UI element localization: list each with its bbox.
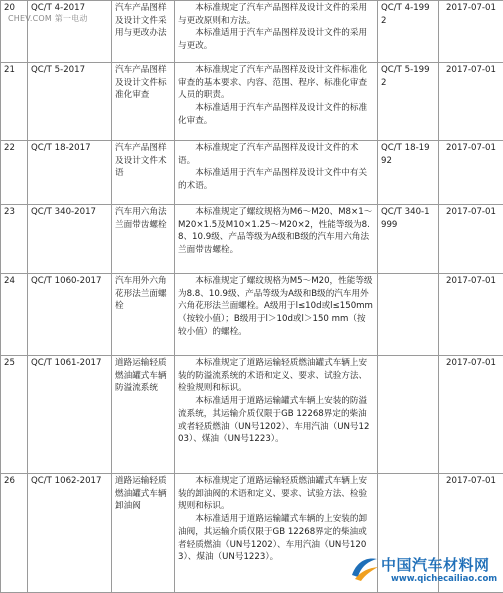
description-paragraph: 本标准规定了螺纹规格为M6～M20、M8×1～M20×1.5及M10×1.25～M20×2，性能等级为8.8、10.9级、产品等级为A级和B级的汽车用六角法兰面带齿螺栓。 [178, 206, 374, 257]
description-paragraph: 本标准适用于汽车产品图样及设计文件的标准化审查。 [178, 102, 374, 127]
effective-date: 2017-07-01 [439, 356, 503, 474]
effective-date: 2017-07-01 [439, 205, 503, 274]
table-row [1, 274, 503, 356]
standard-code: QC/T 1061-2017 [28, 356, 112, 474]
description-paragraph: 本标准适用于汽车产品图样及设计文件的采用与更改。 [178, 27, 374, 52]
replaced-standard: QC/T 18-1992 [378, 141, 439, 205]
description-paragraph: 本标准规定了汽车产品图样及设计文件的采用与更改原则和方法。 [178, 2, 374, 27]
standard-name: 道路运输轻质燃油罐式车辆卸油阀 [112, 474, 175, 593]
row-number: 20 [1, 1, 28, 63]
description-paragraph: 本标准规定了汽车产品图样及设计文件标准化审查的基本要求、内容、范围、程序、标准化审查人员的职责。 [178, 64, 374, 102]
row-number: 21 [1, 63, 28, 141]
row-number: 23 [1, 205, 28, 274]
standard-code: QC/T 18-2017 [28, 141, 112, 205]
standard-name: 汽车用六角法兰面带齿螺栓 [112, 205, 175, 274]
effective-date: 2017-07-01 [439, 141, 503, 205]
replaced-standard [378, 356, 439, 474]
description-paragraph: 本标准规定了道路运输轻质燃油罐式车辆上安装的防溢流系统的术语和定义、要求、试验方法、检验规则和标识。 [178, 357, 374, 395]
site-logo [347, 550, 497, 590]
standard-code: QC/T 1060-2017 [28, 274, 112, 356]
row-number: 26 [1, 474, 28, 593]
logo-text: 中国汽车材料网 [381, 554, 490, 575]
effective-date: 2017-07-01 [439, 63, 503, 141]
standard-description [175, 356, 378, 474]
description-paragraph: 本标准规定了螺纹规格为M5～M20，性能等级为8.8、10.9级、产品等级为A级和B级的汽车用外六角花形法兰面螺栓。A级用于l≤10d或l≤150mm（按较小值）；B级用于l＞10d或l＞150 mm（按较小值）的螺栓。 [178, 275, 374, 339]
effective-date: 2017-07-01 [439, 1, 503, 63]
description-paragraph: 本标准规定了道路运输轻质燃油罐式车辆上安装的卸油阀的术语和定义、要求、试验方法、检验规则和标识。 [178, 475, 374, 513]
row-number: 22 [1, 141, 28, 205]
row-number: 24 [1, 274, 28, 356]
standard-code: QC/T 4-2017 [28, 1, 112, 63]
effective-date: 2017-07-01 [439, 474, 503, 593]
standard-description [175, 205, 378, 274]
effective-date: 2017-07-01 [439, 274, 503, 356]
swoosh-logo-icon [349, 553, 379, 583]
standard-name: 汽车用外六角花形法兰面螺栓 [112, 274, 175, 356]
table-row [1, 205, 503, 274]
description-paragraph: 本标准适用于道路运输罐式车辆上安装的防溢流系统，其运输介质仅限于GB 12268界定的柴油或者轻质燃油（UN号1202）、车用汽油（UN号1203）、煤油（UN号1223）。 [178, 395, 374, 446]
logo-url: www.qichecailiao.com [391, 574, 497, 584]
replaced-standard: QC/T 4-1992 [378, 1, 439, 63]
standard-description [175, 1, 378, 63]
description-paragraph: 本标准规定了汽车产品图样及设计文件的术语。 [178, 142, 374, 167]
watermark-text: CHEV.COM 第一电动 [8, 13, 88, 24]
standard-name: 汽车产品图样及设计文件采用与更改办法 [112, 1, 175, 63]
standard-code: QC/T 5-2017 [28, 63, 112, 141]
standard-name: 汽车产品图样及设计文件术语 [112, 141, 175, 205]
table-row [1, 141, 503, 205]
replaced-standard: QC/T 340-1999 [378, 205, 439, 274]
standard-description [175, 63, 378, 141]
standard-name: 道路运输轻质燃油罐式车辆防溢流系统 [112, 356, 175, 474]
replaced-standard: QC/T 5-1992 [378, 63, 439, 141]
table-row [1, 63, 503, 141]
description-paragraph: 本标准适用于汽车产品图样及设计文件中有关的术语。 [178, 167, 374, 192]
standard-name: 汽车产品图样及设计文件标准化审查 [112, 63, 175, 141]
table-row [1, 1, 503, 63]
standard-code: QC/T 340-2017 [28, 205, 112, 274]
row-number: 25 [1, 356, 28, 474]
standard-description [175, 274, 378, 356]
description-paragraph: 本标准适用于道路运输罐式车辆的上安装的卸油阀，其运输介质仅限于GB 12268界定的柴油或者轻质燃油（UN号1202）、车用汽油（UN号1203）、煤油（UN号1223）。 [178, 513, 374, 564]
standard-code: QC/T 1062-2017 [28, 474, 112, 593]
replaced-standard [378, 274, 439, 356]
table-row [1, 356, 503, 474]
standard-description [175, 141, 378, 205]
